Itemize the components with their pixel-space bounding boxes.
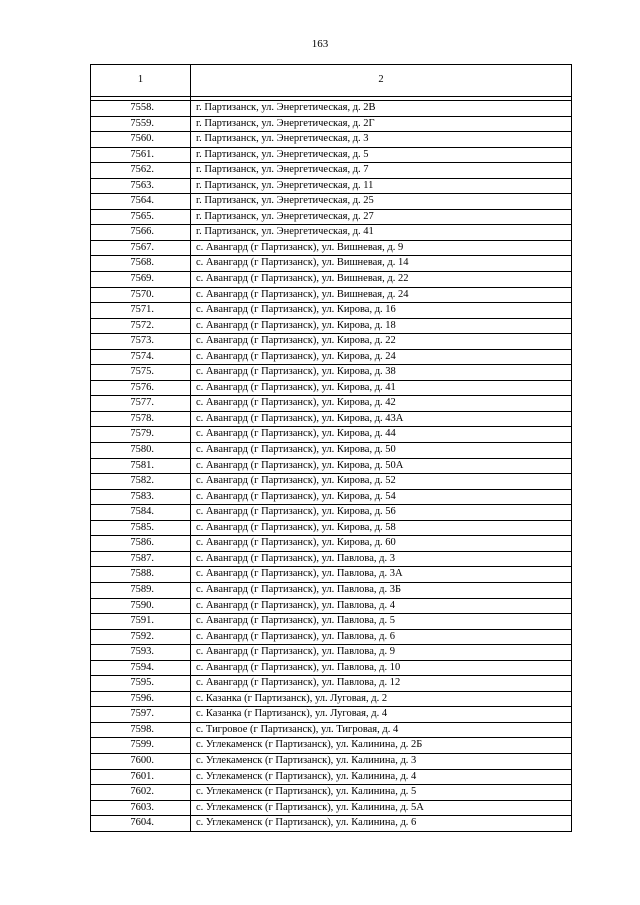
table-row bbox=[91, 800, 572, 816]
row-number: 7566. bbox=[91, 225, 191, 241]
table-row bbox=[91, 785, 572, 801]
table-row bbox=[91, 614, 572, 630]
row-address: с. Углекаменск (г Партизанск), ул. Калинина, д. 3 bbox=[191, 753, 572, 769]
row-address: с. Углекаменск (г Партизанск), ул. Калинина, д. 2Б bbox=[191, 738, 572, 754]
table-row bbox=[91, 691, 572, 707]
row-number: 7564. bbox=[91, 194, 191, 210]
row-address: с. Авангард (г Партизанск), ул. Павлова, д. 9 bbox=[191, 645, 572, 661]
row-address: с. Углекаменск (г Партизанск), ул. Калинина, д. 5 bbox=[191, 785, 572, 801]
row-number: 7558. bbox=[91, 101, 191, 117]
table-row bbox=[91, 380, 572, 396]
row-address: с. Авангард (г Партизанск), ул. Павлова, д. 5 bbox=[191, 614, 572, 630]
row-number: 7603. bbox=[91, 800, 191, 816]
table-row bbox=[91, 707, 572, 723]
row-address: с. Авангард (г Партизанск), ул. Кирова, д. 38 bbox=[191, 365, 572, 381]
table-row bbox=[91, 753, 572, 769]
row-address: с. Авангард (г Партизанск), ул. Вишневая, д. 24 bbox=[191, 287, 572, 303]
row-number: 7595. bbox=[91, 676, 191, 692]
table-row bbox=[91, 474, 572, 490]
row-number: 7599. bbox=[91, 738, 191, 754]
row-number: 7569. bbox=[91, 272, 191, 288]
row-number: 7568. bbox=[91, 256, 191, 272]
table-row bbox=[91, 209, 572, 225]
row-number: 7594. bbox=[91, 660, 191, 676]
table-body bbox=[91, 101, 572, 832]
table-row bbox=[91, 116, 572, 132]
row-number: 7598. bbox=[91, 722, 191, 738]
row-number: 7579. bbox=[91, 427, 191, 443]
table-row bbox=[91, 225, 572, 241]
table-row bbox=[91, 240, 572, 256]
table-row bbox=[91, 660, 572, 676]
row-address: с. Авангард (г Партизанск), ул. Кирова, д. 24 bbox=[191, 349, 572, 365]
table-row bbox=[91, 163, 572, 179]
table-row bbox=[91, 132, 572, 148]
row-address: с. Авангард (г Партизанск), ул. Вишневая, д. 14 bbox=[191, 256, 572, 272]
table-row bbox=[91, 722, 572, 738]
row-address: с. Углекаменск (г Партизанск), ул. Калинина, д. 5А bbox=[191, 800, 572, 816]
row-address: с. Авангард (г Партизанск), ул. Кирова, д. 60 bbox=[191, 536, 572, 552]
table-row bbox=[91, 411, 572, 427]
table-row bbox=[91, 272, 572, 288]
row-number: 7590. bbox=[91, 598, 191, 614]
table-row bbox=[91, 582, 572, 598]
table-row bbox=[91, 396, 572, 412]
table-row bbox=[91, 427, 572, 443]
row-number: 7580. bbox=[91, 443, 191, 459]
table-row bbox=[91, 536, 572, 552]
row-number: 7578. bbox=[91, 411, 191, 427]
row-address: с. Авангард (г Партизанск), ул. Кирова, д. 50 bbox=[191, 443, 572, 459]
row-address: с. Авангард (г Партизанск), ул. Павлова, д. 6 bbox=[191, 629, 572, 645]
row-number: 7588. bbox=[91, 567, 191, 583]
column-header-address: 2 bbox=[191, 65, 572, 97]
table-row bbox=[91, 194, 572, 210]
table-row bbox=[91, 489, 572, 505]
row-address: г. Партизанск, ул. Энергетическая, д. 3 bbox=[191, 132, 572, 148]
row-number: 7582. bbox=[91, 474, 191, 490]
table-row bbox=[91, 738, 572, 754]
table-row bbox=[91, 147, 572, 163]
table-row bbox=[91, 551, 572, 567]
row-address: с. Авангард (г Партизанск), ул. Павлова, д. 4 bbox=[191, 598, 572, 614]
row-address: с. Авангард (г Партизанск), ул. Кирова, д. 54 bbox=[191, 489, 572, 505]
table-row bbox=[91, 349, 572, 365]
table-row bbox=[91, 178, 572, 194]
table-row bbox=[91, 676, 572, 692]
table-row bbox=[91, 598, 572, 614]
row-address: с. Авангард (г Партизанск), ул. Вишневая, д. 9 bbox=[191, 240, 572, 256]
row-address: с. Казанка (г Партизанск), ул. Луговая, д. 4 bbox=[191, 707, 572, 723]
row-address: с. Авангард (г Партизанск), ул. Павлова, д. 12 bbox=[191, 676, 572, 692]
row-number: 7561. bbox=[91, 147, 191, 163]
table-header bbox=[91, 65, 572, 101]
row-number: 7567. bbox=[91, 240, 191, 256]
row-number: 7601. bbox=[91, 769, 191, 785]
row-address: с. Авангард (г Партизанск), ул. Павлова, д. 3Б bbox=[191, 582, 572, 598]
row-number: 7559. bbox=[91, 116, 191, 132]
page-number: 163 bbox=[311, 38, 329, 50]
row-number: 7571. bbox=[91, 303, 191, 319]
row-number: 7587. bbox=[91, 551, 191, 567]
table-row bbox=[91, 645, 572, 661]
table-row bbox=[91, 287, 572, 303]
row-number: 7591. bbox=[91, 614, 191, 630]
table-row bbox=[91, 303, 572, 319]
row-address: с. Авангард (г Партизанск), ул. Кирова, д. 16 bbox=[191, 303, 572, 319]
row-number: 7604. bbox=[91, 816, 191, 832]
row-number: 7602. bbox=[91, 785, 191, 801]
row-number: 7593. bbox=[91, 645, 191, 661]
table-row bbox=[91, 101, 572, 117]
row-address: г. Партизанск, ул. Энергетическая, д. 2Г bbox=[191, 116, 572, 132]
row-number: 7581. bbox=[91, 458, 191, 474]
row-number: 7560. bbox=[91, 132, 191, 148]
table-row bbox=[91, 769, 572, 785]
address-table bbox=[90, 64, 572, 832]
row-number: 7573. bbox=[91, 334, 191, 350]
table-row bbox=[91, 318, 572, 334]
row-number: 7592. bbox=[91, 629, 191, 645]
table-row bbox=[91, 365, 572, 381]
row-number: 7562. bbox=[91, 163, 191, 179]
row-number: 7596. bbox=[91, 691, 191, 707]
row-number: 7572. bbox=[91, 318, 191, 334]
table-row bbox=[91, 816, 572, 832]
column-header-number: 1 bbox=[91, 65, 191, 97]
row-address: г. Партизанск, ул. Энергетическая, д. 5 bbox=[191, 147, 572, 163]
row-number: 7574. bbox=[91, 349, 191, 365]
table-row bbox=[91, 443, 572, 459]
row-number: 7576. bbox=[91, 380, 191, 396]
row-number: 7583. bbox=[91, 489, 191, 505]
row-address: с. Углекаменск (г Партизанск), ул. Калинина, д. 6 bbox=[191, 816, 572, 832]
row-address: с. Авангард (г Партизанск), ул. Кирова, д. 22 bbox=[191, 334, 572, 350]
row-address: с. Авангард (г Партизанск), ул. Вишневая, д. 22 bbox=[191, 272, 572, 288]
table-row bbox=[91, 458, 572, 474]
table-row bbox=[91, 520, 572, 536]
row-address: г. Партизанск, ул. Энергетическая, д. 41 bbox=[191, 225, 572, 241]
row-number: 7597. bbox=[91, 707, 191, 723]
table-row bbox=[91, 505, 572, 521]
row-address: с. Авангард (г Партизанск), ул. Кирова, д. 44 bbox=[191, 427, 572, 443]
row-address: с. Авангард (г Партизанск), ул. Павлова, д. 3А bbox=[191, 567, 572, 583]
table-row bbox=[91, 334, 572, 350]
row-number: 7563. bbox=[91, 178, 191, 194]
row-number: 7589. bbox=[91, 582, 191, 598]
row-number: 7565. bbox=[91, 209, 191, 225]
row-number: 7585. bbox=[91, 520, 191, 536]
row-number: 7570. bbox=[91, 287, 191, 303]
table-row bbox=[91, 567, 572, 583]
table-row bbox=[91, 256, 572, 272]
row-address: с. Авангард (г Партизанск), ул. Кирова, д. 50А bbox=[191, 458, 572, 474]
row-address: с. Авангард (г Партизанск), ул. Павлова, д. 10 bbox=[191, 660, 572, 676]
row-address: с. Авангард (г Партизанск), ул. Кирова, д. 42 bbox=[191, 396, 572, 412]
row-address: с. Авангард (г Партизанск), ул. Кирова, д. 18 bbox=[191, 318, 572, 334]
row-address: с. Авангард (г Партизанск), ул. Кирова, д. 41 bbox=[191, 380, 572, 396]
row-address: с. Авангард (г Партизанск), ул. Кирова, д. 43А bbox=[191, 411, 572, 427]
row-number: 7575. bbox=[91, 365, 191, 381]
table-row bbox=[91, 629, 572, 645]
row-address: с. Авангард (г Партизанск), ул. Кирова, д. 52 bbox=[191, 474, 572, 490]
row-address: с. Казанка (г Партизанск), ул. Луговая, д. 2 bbox=[191, 691, 572, 707]
row-address: с. Авангард (г Партизанск), ул. Кирова, д. 56 bbox=[191, 505, 572, 521]
row-address: г. Партизанск, ул. Энергетическая, д. 27 bbox=[191, 209, 572, 225]
row-number: 7600. bbox=[91, 753, 191, 769]
row-address: г. Партизанск, ул. Энергетическая, д. 11 bbox=[191, 178, 572, 194]
row-number: 7584. bbox=[91, 505, 191, 521]
row-address: с. Авангард (г Партизанск), ул. Павлова, д. 3 bbox=[191, 551, 572, 567]
row-address: с. Углекаменск (г Партизанск), ул. Калинина, д. 4 bbox=[191, 769, 572, 785]
row-address: с. Авангард (г Партизанск), ул. Кирова, д. 58 bbox=[191, 520, 572, 536]
row-address: г. Партизанск, ул. Энергетическая, д. 7 bbox=[191, 163, 572, 179]
row-address: г. Партизанск, ул. Энергетическая, д. 2В bbox=[191, 101, 572, 117]
row-address: г. Партизанск, ул. Энергетическая, д. 25 bbox=[191, 194, 572, 210]
row-number: 7586. bbox=[91, 536, 191, 552]
row-address: с. Тигровое (г Партизанск), ул. Тигровая, д. 4 bbox=[191, 722, 572, 738]
row-number: 7577. bbox=[91, 396, 191, 412]
